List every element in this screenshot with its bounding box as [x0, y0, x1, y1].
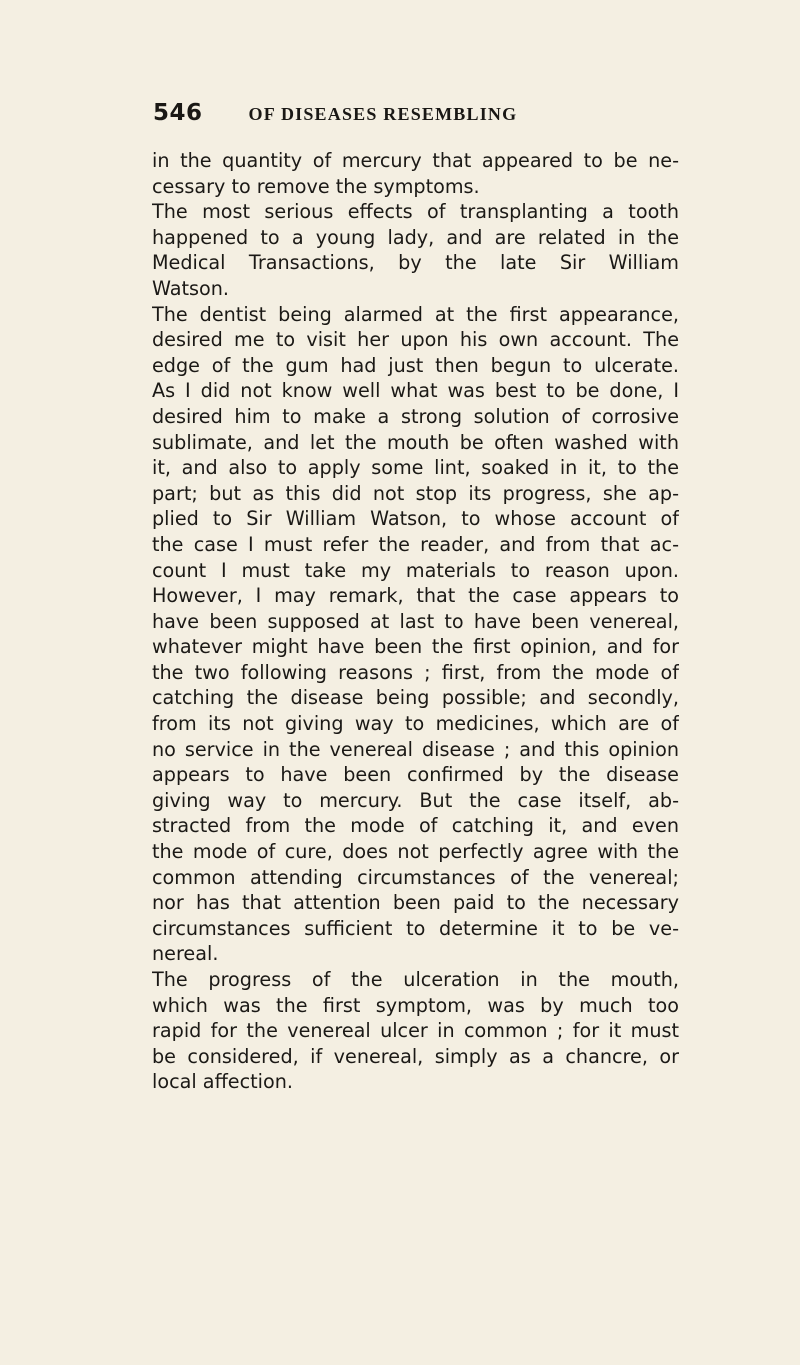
text-line: sublimate, and let the mouth be often washed with	[152, 430, 679, 454]
text-line: desired him to make a strong solution of corrosive	[152, 404, 679, 428]
text-line: count I must take my materials to reason upon.	[152, 558, 679, 582]
text-line: be considered, if venereal, simply as a chancre, or	[152, 1044, 679, 1068]
text-line: catching the disease being possible; and secondly,	[152, 686, 679, 710]
text-line: the two following reasons ; first, from the mode of	[152, 660, 679, 684]
text-line: it, and also to apply some lint, soaked in it, to the	[152, 456, 679, 480]
text-line: local affection.	[152, 1070, 293, 1094]
text-line: cessary to remove the symptoms.	[152, 174, 480, 198]
text-line: The most serious effects of transplanting a tooth	[152, 200, 679, 224]
text-line: Medical Transactions, by the late Sir William	[152, 251, 679, 275]
text-line: have been supposed at last to have been venereal,	[152, 609, 679, 633]
body-text	[152, 148, 679, 1095]
running-head: OF DISEASES RESEMBLING	[248, 104, 518, 124]
text-line: giving way to mercury. But the case itself, ab-	[152, 788, 679, 812]
text-line: edge of the gum had just then begun to ulcerate.	[152, 353, 679, 377]
text-line: no service in the venereal disease ; and this opinion	[152, 737, 679, 761]
text-line: whatever might have been the first opinion, and for	[152, 635, 679, 659]
page-number: 546	[153, 100, 203, 126]
text-line: from its not giving way to medicines, which are of	[152, 712, 679, 736]
text-line: However, I may remark, that the case appears to	[152, 584, 679, 608]
text-line: circumstances sufficient to determine it to be ve-	[152, 916, 679, 940]
text-line: desired me to visit her upon his own account. The	[152, 328, 679, 352]
text-line: As I did not know well what was best to be done, I	[152, 379, 679, 403]
text-line: The dentist being alarmed at the first appearance,	[152, 302, 679, 326]
page-header	[153, 100, 673, 136]
text-line: nereal.	[152, 942, 219, 966]
text-line: Watson.	[152, 276, 230, 300]
text-line: part; but as this did not stop its progress, she ap-	[152, 481, 679, 505]
text-line: rapid for the venereal ulcer in common ; for it must	[152, 1019, 679, 1043]
text-line: the mode of cure, does not perfectly agree with the	[152, 840, 679, 864]
text-line: common attending circumstances of the venereal;	[152, 865, 679, 889]
text-line: appears to have been confirmed by the disease	[152, 763, 679, 787]
text-line: plied to Sir William Watson, to whose account of	[152, 507, 679, 531]
text-line: stracted from the mode of catching it, and even	[152, 814, 679, 838]
text-line: nor has that attention been paid to the necessary	[152, 891, 679, 915]
text-line: happened to a young lady, and are related in the	[152, 225, 679, 249]
text-line: in the quantity of mercury that appeared to be ne-	[152, 149, 679, 172]
text-line: The progress of the ulceration in the mouth,	[152, 968, 679, 991]
text-line: the case I must refer the reader, and from that ac-	[152, 532, 679, 556]
text-line: which was the first symptom, was by much too	[152, 993, 679, 1017]
